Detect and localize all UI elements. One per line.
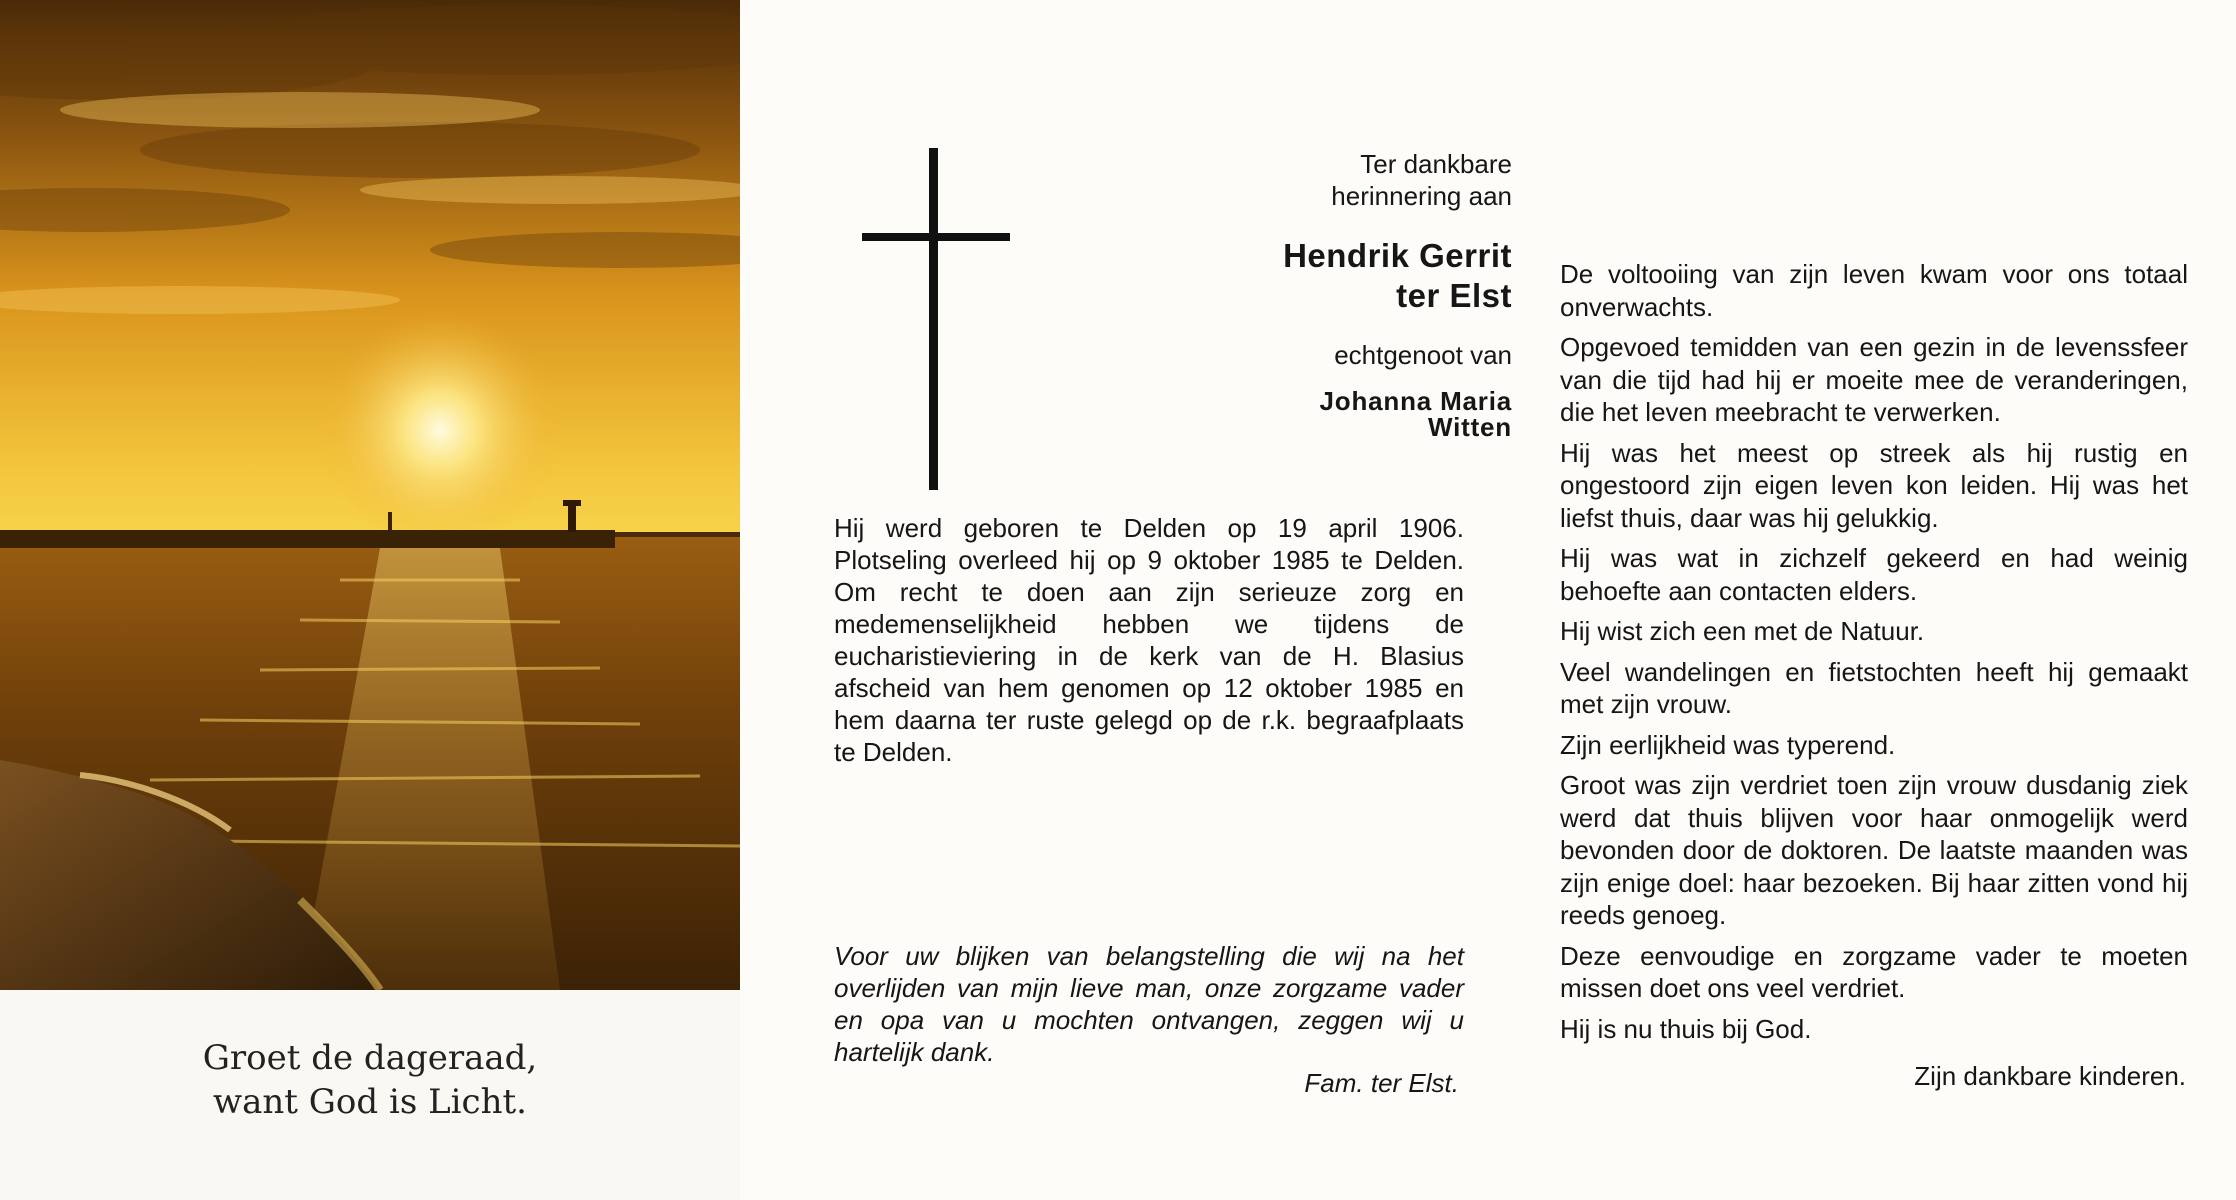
motto-line-1: Groet de dageraad, xyxy=(202,1038,538,1078)
front-panel xyxy=(0,0,740,1200)
front-motto xyxy=(0,1036,740,1124)
children-signature: Zijn dankbare kinderen. xyxy=(1914,1061,2186,1091)
intro-line-1: Ter dankbare xyxy=(1360,149,1512,179)
spouse-label: echtgenoot van xyxy=(1334,340,1512,370)
thanks-text: Voor uw blijken van belangstelling die wij na het overlijden van mijn lieve man, onze zorgzame vader en opa van u mochten ontvangen, zeggen wij u hartelijk dank. xyxy=(834,941,1464,1067)
tribute-paragraph: De voltooiing van zijn leven kwam voor ons totaal onverwachts. xyxy=(1560,259,2188,322)
family-signature: Fam. ter Elst. xyxy=(1304,1068,1459,1098)
tribute-paragraph: Veel wandelingen en fietstochten heeft hij gemaakt met zijn vrouw. xyxy=(1560,656,2188,719)
spouse-line-1: Johanna Maria xyxy=(1319,386,1512,416)
sunset-sea-photo xyxy=(0,0,740,990)
intro-line-2: herinnering aan xyxy=(1331,181,1512,211)
tribute-paragraph: Zijn eerlijkheid was typerend. xyxy=(1560,729,1896,760)
spouse-name xyxy=(1320,388,1512,440)
remembrance-intro xyxy=(1331,148,1512,212)
cross-icon xyxy=(862,148,1010,495)
deceased-name xyxy=(1283,236,1512,316)
tribute-paragraph: Deze eenvoudige en zorgzame vader te moeten missen doet ons veel verdriet. xyxy=(1560,940,2188,1003)
tribute-paragraph: Groot was zijn verdriet toen zijn vrouw dusdanig ziek werd dat thuis blijven voor haar onmogelijk werd bevonden door de doktoren. De laatste maanden was zijn enige doel: haar bezoeken. Bij haar zitten vond hij reeds genoeg. xyxy=(1560,770,2188,930)
name-line-1: Hendrik Gerrit xyxy=(1283,237,1512,274)
tribute-paragraph: Hij is nu thuis bij God. xyxy=(1560,1013,1812,1044)
spouse-line-2: Witten xyxy=(1428,412,1512,442)
biography-text: Hij werd geboren te Delden op 19 april 1906. Plotseling overleed hij op 9 oktober 1985 te Delden. Om recht te doen aan zijn serieuze zorg en medemenselijkheid hebben we tijdens de eucharistieviering in de kerk van de H. Blasius afscheid van hem genomen op 12 oktober 1985 en hem daarna ter ruste gelegd op de r.k. begraafplaats te Delden. xyxy=(834,513,1464,767)
tribute-paragraph: Hij was wat in zichzelf gekeerd en had weinig behoefte aan contacten elders. xyxy=(1560,543,2188,606)
tribute-paragraph: Hij wist zich een met de Natuur. xyxy=(1560,616,1925,646)
tribute-paragraph: Opgevoed temidden van een gezin in de levenssfeer van die tijd had hij er moeite mee de veranderingen, die het leven meebracht te verwerken. xyxy=(1560,332,2188,427)
name-line-2: ter Elst xyxy=(1396,277,1512,314)
motto-line-2: want God is Licht. xyxy=(213,1082,527,1122)
tribute-text xyxy=(1560,258,2188,1053)
tribute-paragraph: Hij was het meest op streek als hij rustig en ongestoord zijn eigen leven kon leiden. Hij was het liefst thuis, daar was hij gelukkig. xyxy=(1560,437,2188,533)
